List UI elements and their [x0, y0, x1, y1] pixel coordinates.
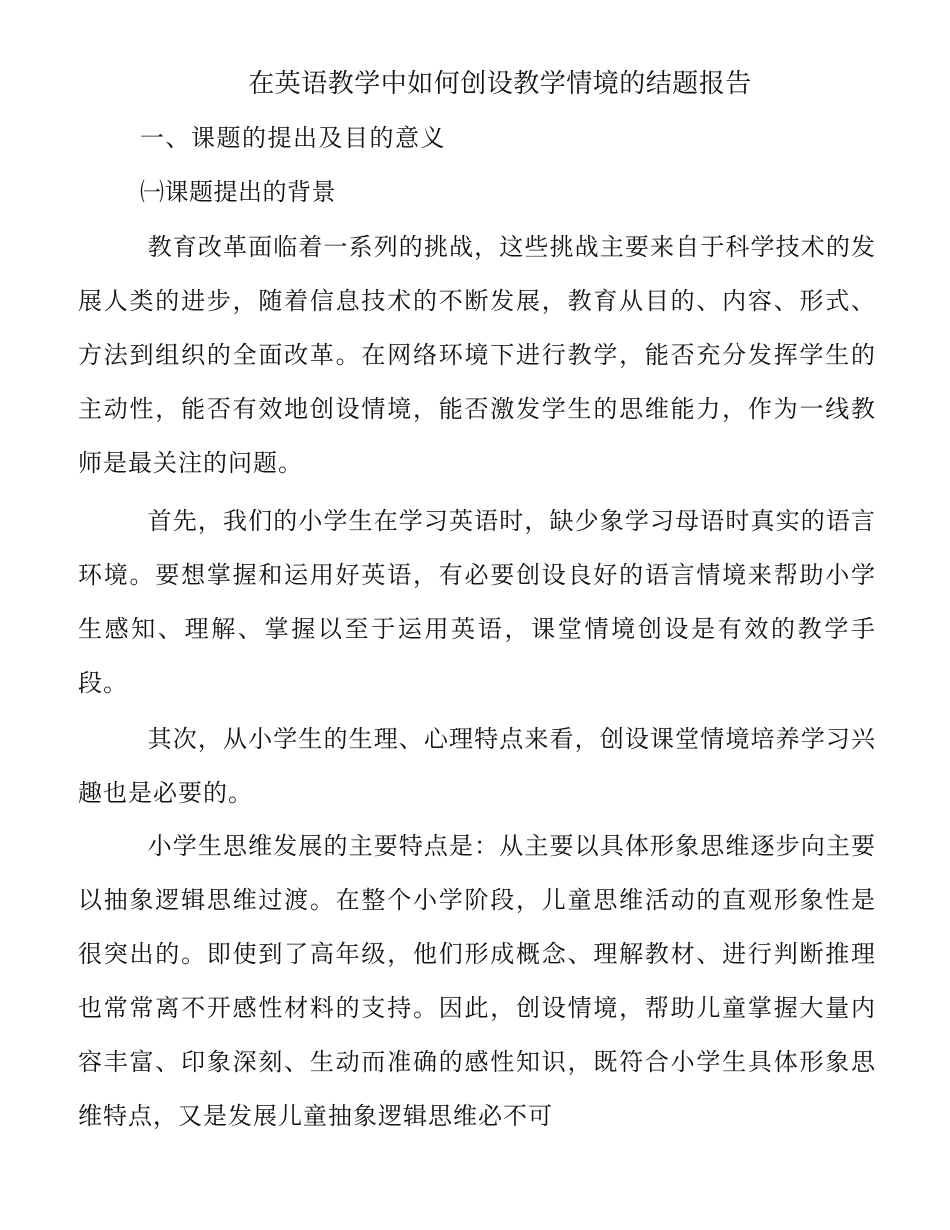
section-heading: 一、课题的提出及目的意义 — [140, 124, 446, 152]
subsection-heading: ㈠课题提出的背景 — [140, 178, 336, 206]
body-paragraph: 小学生思维发展的主要特点是：从主要以具体形象思维逐步向主要以抽象逻辑思维过渡。在整个小学阶段，儿童思维活动的直观形象性是很突出的。即使到了高年级，他们形成概念、理解教材、进行判断推理也常常离不开感性材料的支持。因此，创设情境，帮助儿童掌握大量内容丰富、印象深刻、生动而准确的感性知识，既符合小学生具体形象思维特点，又是发展儿童抽象逻辑思维必不可 — [78, 832, 876, 1130]
body-paragraph: 其次，从小学生的生理、心理特点来看，创设课堂情境培养学习兴趣也是必要的。 — [78, 725, 876, 807]
body-paragraph: 教育改革面临着一系列的挑战，这些挑战主要来自于科学技术的发展人类的进步，随着信息技术的不断发展，教育从目的、内容、形式、方法到组织的全面改革。在网络环境下进行教学，能否充分发挥学生的主动性，能否有效地创设情境，能否激发学生的思维能力，作为一线教师是最关注的问题。 — [78, 233, 876, 477]
body-paragraph: 首先，我们的小学生在学习英语时，缺少象学习母语时真实的语言环境。要想掌握和运用好英语，有必要创设良好的语言情境来帮助小学生感知、理解、掌握以至于运用英语，课堂情境创设是有效的教学手段。 — [78, 507, 876, 697]
document-title: 在英语教学中如何创设教学情境的结题报告 — [248, 69, 752, 99]
